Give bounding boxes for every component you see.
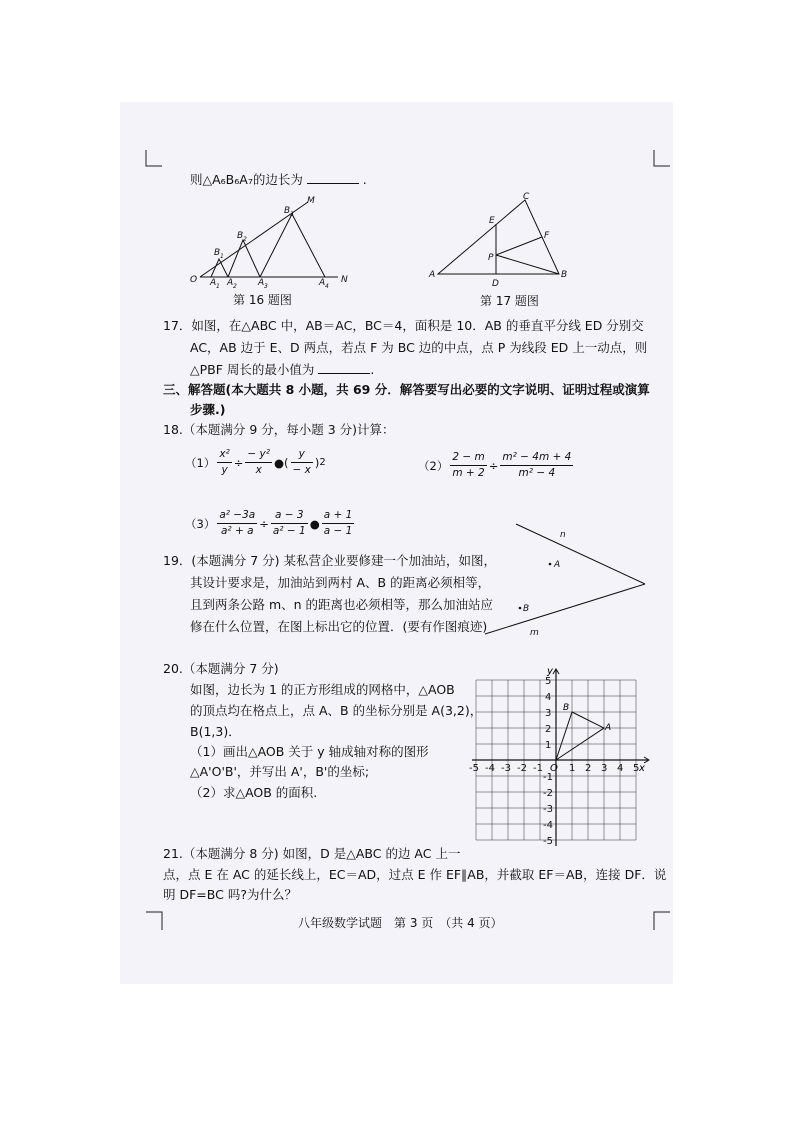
x-tick-label: -5: [469, 763, 479, 774]
label-A1: A: [210, 278, 217, 288]
label-M: M: [307, 196, 315, 206]
q17-line3: △PBF 周长的最小值为 .: [190, 362, 375, 377]
fraction: $\frac{\text{a² −3a}}{\text{a² + a}}$: [219, 509, 256, 537]
y-tick-label: 5: [545, 676, 552, 687]
q21-line1: 21.（本题满分 8 分) 如图，D 是△ABC 的边 AC 上一: [163, 846, 461, 861]
part-label: （2）: [418, 458, 449, 473]
figure-19: [480, 512, 655, 642]
y-tick-label: 4: [545, 692, 552, 703]
operator: ●: [309, 516, 320, 531]
fraction: $\frac{\text{− y²}}{x}$: [247, 448, 270, 476]
label-A1-sub: 1: [216, 283, 220, 290]
operator: ÷: [259, 516, 269, 531]
q20-line5: △A'O'B'，并写出 A'，B'的坐标;: [190, 764, 370, 779]
label-B: B: [561, 270, 568, 280]
page-footer: 八年级数学试题 第 3 页 （共 4 页）: [298, 916, 503, 930]
y-tick-label: -4: [543, 820, 553, 831]
q17-line1: 17．如图，在△ABC 中，AB＝AC，BC＝4，面积是 10．AB 的垂直平分线 ED 分别交: [163, 318, 644, 333]
label-P: P: [488, 253, 494, 263]
label-B2-sub: 2: [243, 236, 247, 243]
x-tick-label: -2: [517, 763, 527, 774]
section3-heading-cont: 步骤.): [190, 402, 226, 417]
x-tick-label: -3: [501, 763, 511, 774]
point-A-label: A: [605, 723, 612, 733]
q19-line4: 修在什么位置，在图上标出它的位置．(要有作图痕迹): [190, 619, 488, 634]
label-road-n: n: [560, 530, 566, 540]
section3-heading: 三、解答题(本大题共 8 小题，共 69 分．解答要写出必要的文字说明、证明过程或演算: [163, 382, 650, 397]
q17-line2: AC，AB 边于 E、D 两点，若点 F 为 BC 边的中点，点 P 为线段 ED 上一动点，则: [190, 340, 648, 355]
x-tick-label: 2: [585, 763, 592, 774]
x-tick-label: 3: [601, 763, 608, 774]
y-tick-label: 3: [545, 708, 552, 719]
label-A3-sub: 3: [264, 283, 268, 290]
q18-part3: [185, 508, 356, 539]
figure-16-caption: 第 16 题图: [233, 293, 292, 307]
label-A3: A: [258, 278, 265, 288]
q20-line2: 的顶点均在格点上，点 A、B 的坐标分别是 A(3,2)，: [190, 703, 483, 718]
label-B3: B: [284, 206, 291, 216]
y-tick-label: -5: [543, 836, 553, 847]
q20-line6: （2）求△AOB 的面积.: [190, 785, 318, 800]
label-C: C: [523, 192, 530, 202]
x-axis-label: x: [639, 763, 645, 774]
q20-line3: B(1,3)．: [190, 724, 241, 739]
label-B1: B: [214, 248, 221, 258]
label-A2: A: [227, 278, 234, 288]
y-tick-label: 2: [545, 724, 552, 735]
operator: ÷: [233, 455, 244, 470]
label-O: O: [190, 275, 198, 285]
y-axis-label: y: [547, 666, 553, 677]
label-A: A: [429, 270, 436, 280]
q20-line4: （1）画出△AOB 关于 y 轴成轴对称的图形: [190, 744, 429, 759]
label-B2: B: [237, 231, 244, 241]
x-tick-label: 5: [633, 763, 640, 774]
q16-answer-line: 则△A₆B₆A₇的边长为 .: [190, 172, 367, 187]
figure-17-caption: 第 17 题图: [480, 294, 539, 308]
fraction: $\frac{\text{m² − 4m + 4}}{\text{m² − 4}}$: [502, 451, 572, 479]
operator: ÷: [488, 458, 499, 473]
label-B3-sub: 3: [290, 211, 294, 218]
x-tick-label: -1: [533, 763, 543, 774]
label-road-m: m: [530, 628, 539, 638]
y-tick-label: 1: [545, 740, 552, 751]
y-tick-label: -2: [543, 788, 553, 799]
label-A4: A: [319, 278, 326, 288]
fraction: $\frac{y}{- x}$: [292, 448, 311, 476]
village-a-point: [549, 563, 552, 566]
coordinate-grid: [468, 664, 653, 849]
q19-line1: 19．(本题满分 7 分) 某私营企业要修建一个加油站，如图，: [163, 553, 497, 568]
label-A4-sub: 4: [325, 283, 329, 290]
x-tick-label: 1: [569, 763, 576, 774]
q20-header: 20.（本题满分 7 分): [163, 661, 279, 676]
q18-header: 18.（本题满分 9 分，每小题 3 分)计算：: [163, 422, 395, 437]
point-B-label: B: [563, 703, 570, 713]
label-village-b: B: [523, 604, 530, 614]
triangle-AOB: [556, 712, 604, 760]
q18-part1: （1） $\frac{\text{x²}}{y}$ ÷ $\frac{\text{− y²}}{x}$ ● ( $\frac{y}{- x}$ ) 2: [185, 448, 326, 476]
label-F: F: [544, 231, 550, 241]
label-N: N: [341, 275, 348, 285]
operator: ●: [273, 455, 285, 470]
label-A2-sub: 2: [233, 283, 237, 290]
fraction: $\frac{\text{x²}}{y}$: [219, 448, 230, 476]
x-tick-label: -4: [485, 763, 495, 774]
figure-16: [188, 192, 363, 292]
q19-line3: 且到两条公路 m、n 的距离也必须相等，那么加油站应: [190, 597, 494, 612]
village-b-point: [519, 607, 522, 610]
q19-line2: 其设计要求是，加油站到两村 A、B 的距离必须相等，: [190, 575, 491, 590]
answer-blank[interactable]: [318, 361, 370, 374]
fraction: $\frac{a + 1}{a - 1}$: [323, 509, 353, 537]
q21-line2: 点，点 E 在 AC 的延长线上，EC＝AD，过点 E 作 EF∥AB，并截取 EF＝AB，连接 DF．说: [163, 867, 667, 882]
q21-line3: 明 DF=BC 吗?为什么？: [163, 887, 297, 902]
part-label: （1）: [185, 455, 216, 470]
y-tick-label: -1: [543, 772, 553, 783]
fraction: $\frac{a - 3}{\text{a² − 1}}$: [272, 509, 306, 537]
label-B1-sub: 1: [220, 253, 224, 260]
q18-part2: [418, 450, 575, 481]
label-E: E: [489, 216, 495, 226]
label-village-a: A: [554, 560, 561, 570]
fraction: $\frac{2 - m}{m + 2}$: [452, 451, 485, 479]
answer-blank[interactable]: [307, 171, 359, 184]
label-D: D: [492, 279, 499, 289]
part-label: （3）: [185, 516, 216, 531]
q20-line1: 如图，边长为 1 的正方形组成的网格中，△AOB: [190, 682, 455, 697]
y-tick-label: -3: [543, 804, 553, 815]
x-tick-label: O: [550, 763, 558, 774]
exponent: 2: [319, 457, 326, 468]
x-tick-label: 4: [617, 763, 624, 774]
figure-17: [425, 190, 575, 290]
